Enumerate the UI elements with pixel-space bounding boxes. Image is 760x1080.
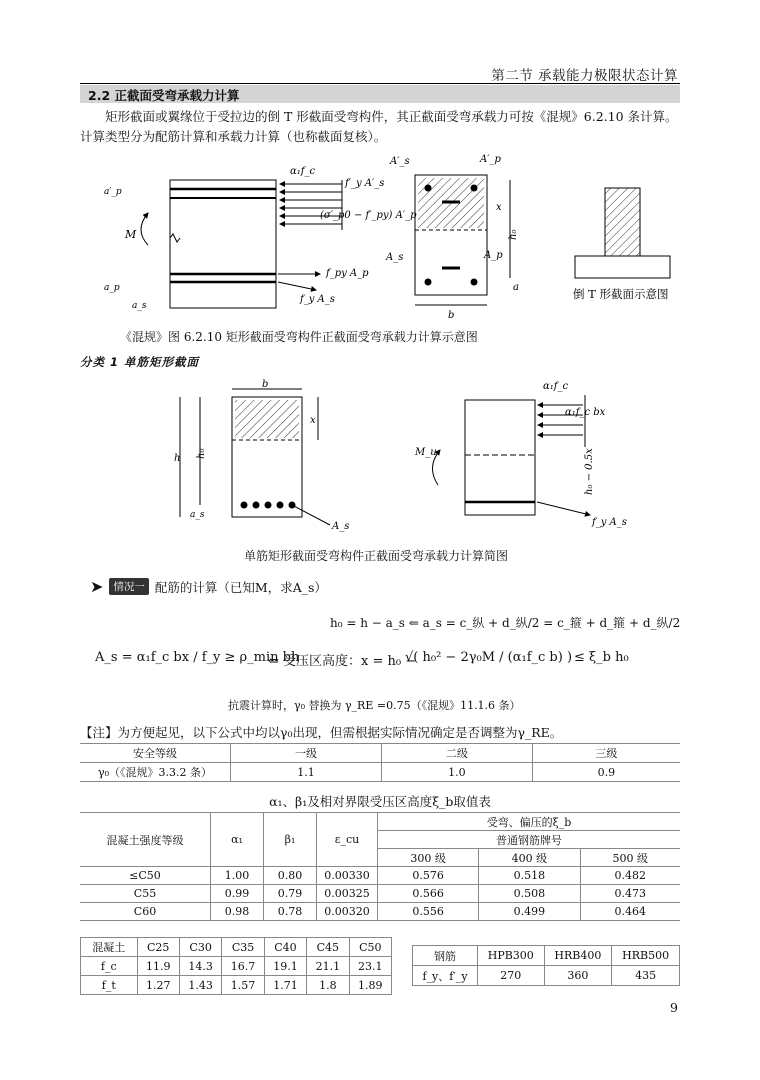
table-cell: C45 [307, 938, 349, 957]
label-b: b [448, 310, 455, 321]
table-cell: C60 [80, 903, 211, 921]
table-cell: 16.7 [222, 957, 264, 976]
table-cell: 435 [612, 966, 680, 986]
label-a1fc2: α₁f_c [543, 381, 569, 392]
method-text: 配筋的计算（已知M，求A_s） [154, 579, 327, 595]
note-text: 【注】为方便起见，以下公式中均以γ₀出现，但需根据实际情况确定是否调整为γ_RE。 [80, 725, 563, 740]
table-cell: HRB400 [544, 946, 612, 966]
label-As2: A_s [332, 521, 350, 532]
table-cell: 1.1 [231, 763, 382, 782]
table-row [81, 957, 392, 976]
label-as2: a_s [190, 510, 205, 520]
table-row [413, 966, 680, 986]
single-elevation [465, 400, 535, 515]
table-cell: 0.508 [479, 885, 580, 903]
table-cell: 19.1 [264, 957, 306, 976]
table-cell: 0.00330 [317, 867, 378, 885]
label-a: a [513, 282, 519, 293]
label-h0: h₀ [508, 229, 519, 240]
table-cell: 1.43 [179, 976, 221, 995]
intro-paragraph: 矩形截面或翼缘位于受拉边的倒 T 形截面受弯构件，其正截面受弯承载力可按《混规》6.2.10 条计算。计算类型分为配筋计算和承载力计算（也称截面复核）。 [80, 109, 678, 144]
label-x: x [496, 202, 502, 213]
alpha-table [80, 812, 680, 921]
label-Ap: A_p [484, 250, 503, 261]
table-cell: 270 [478, 966, 544, 986]
table-cell: 0.79 [264, 885, 317, 903]
table-cell: 二级 [381, 744, 532, 763]
equation-mid: ⇐ 受压区高度：x = h₀ − [268, 654, 417, 669]
label-M: M [125, 228, 137, 241]
table-row [80, 744, 680, 763]
t-flange [575, 256, 670, 278]
table-cell: f_y、f′_y [413, 966, 478, 986]
label-as: a_s [132, 301, 147, 311]
header-rule [80, 83, 680, 84]
single-tension-arrow [537, 502, 590, 515]
table-cell: C55 [80, 885, 211, 903]
table-cell: γ₀（《混规》3.3.2 条） [80, 763, 231, 782]
table-cell: 1.0 [381, 763, 532, 782]
label-x2: x [310, 415, 316, 426]
table-cell: 混凝土强度等级 [80, 813, 211, 867]
table-cell: C35 [222, 938, 264, 957]
table-row [80, 885, 680, 903]
figure-2-diagram [160, 375, 630, 545]
table-cell: 1.27 [137, 976, 179, 995]
table-cell: 300 级 [378, 849, 479, 867]
label-fpyAp: f_py A_p [326, 268, 369, 279]
table-cell: f_t [81, 976, 138, 995]
safety-table [80, 743, 680, 782]
label-Ap-top: A′_p [480, 154, 501, 165]
table-cell: 钢筋 [413, 946, 478, 966]
label-fyAs2: f_y A_s [592, 517, 627, 528]
table-cell: 360 [544, 966, 612, 986]
label-As-top: A′_s [390, 156, 410, 167]
method-badge: 情况一 [109, 578, 149, 595]
table-cell: 23.1 [349, 957, 391, 976]
table-cell: f_c [81, 957, 138, 976]
rebar-top-right [471, 185, 478, 192]
table-row [80, 903, 680, 921]
table-cell: 0.576 [378, 867, 479, 885]
label-h0-05x: h₀ − 0.5x [584, 448, 595, 495]
table-cell: 400 级 [479, 849, 580, 867]
table-cell: 1.71 [264, 976, 306, 995]
t-web [605, 188, 640, 256]
table-cell: 0.518 [479, 867, 580, 885]
table-row [81, 976, 392, 995]
table-cell: 0.00320 [317, 903, 378, 921]
table-cell: ε_cu [317, 813, 378, 867]
As-leader [292, 505, 330, 525]
table-cell: 安全等级 [80, 744, 231, 763]
table-cell: C30 [179, 938, 221, 957]
table-cell: 1.8 [307, 976, 349, 995]
rebar-bottom-right [471, 279, 478, 286]
beam-elevation [170, 180, 276, 308]
rebar-bottom-left [425, 279, 432, 286]
figure-2-caption: 单筋矩形截面受弯构件正截面受弯承载力计算简图 [244, 549, 509, 563]
table-cell: 1.00 [211, 867, 264, 885]
rebar-force-arrow [278, 282, 316, 290]
table-row [80, 763, 680, 782]
alpha-table-title: α₁、β₁及相对界限受压区高度ξ_b取值表 [269, 794, 491, 809]
table-row [413, 946, 680, 966]
table-cell: C25 [137, 938, 179, 957]
table-cell: 0.00325 [317, 885, 378, 903]
label-fyAs: f_y A_s [300, 294, 335, 305]
rebar-top-left [425, 185, 432, 192]
table-cell: α₁ [211, 813, 264, 867]
seismic-note: 抗震计算时，γ₀ 替换为 γ_RE =0.75（《混规》11.1.6 条） [228, 699, 521, 712]
equation-sqrt: √( h₀² − 2γ₀M / (α₁f_c b) ) [405, 650, 573, 665]
section-title: 2.2 正截面受弯承载力计算 [88, 88, 240, 103]
table-cell: 0.98 [211, 903, 264, 921]
table-cell: 0.80 [264, 867, 317, 885]
table-cell: 0.473 [580, 885, 680, 903]
running-header: 第二节 承载能力极限状态计算 [491, 68, 678, 84]
steel-table [412, 945, 680, 986]
page-number: 9 [670, 1000, 678, 1015]
figure-1-caption: 《混规》图 6.2.10 矩形截面受弯构件正截面受弯承载力计算示意图 [120, 330, 478, 344]
table-cell: HPB300 [478, 946, 544, 966]
equation-As: A_s = α₁f_c bx / f_y ≥ ρ_min bh [95, 650, 300, 665]
concrete-table [80, 937, 392, 995]
method-heading [90, 577, 327, 596]
table-cell: 普通钢筋牌号 [378, 831, 681, 849]
table-cell: ≤C50 [80, 867, 211, 885]
table-cell: C50 [349, 938, 391, 957]
label-As: A_s [386, 252, 404, 263]
table-cell: 一级 [231, 744, 382, 763]
label-fyAs-top: f′_y A′_s [345, 178, 385, 189]
table-cell: 0.99 [211, 885, 264, 903]
label-b2: b [262, 379, 269, 390]
table-cell: 0.556 [378, 903, 479, 921]
rebar-row [241, 502, 296, 509]
table-cell: 混凝土 [81, 938, 138, 957]
table-cell: 0.78 [264, 903, 317, 921]
equation-end: ≤ ξ_b h₀ [574, 650, 629, 665]
label-ap: a_p [104, 283, 120, 293]
single-compression-zone [235, 400, 299, 438]
table-cell: 0.464 [580, 903, 680, 921]
label-ap-top: a′_p [104, 187, 122, 197]
table-row [81, 938, 392, 957]
break-symbol [170, 234, 180, 242]
table-cell: β₁ [264, 813, 317, 867]
figure-1-diagram [80, 150, 680, 350]
table-cell: C40 [264, 938, 306, 957]
table-cell: 1.89 [349, 976, 391, 995]
label-sigma: (σ′_p0 − f′_py) A′_p [320, 210, 417, 221]
table-cell: 0.499 [479, 903, 580, 921]
table-cell: 11.9 [137, 957, 179, 976]
equation-h0: h₀ = h − a_s ⇐ a_s = c_纵 + d_纵/2 = c_箍 + d_箍 + d_纵/2 [330, 616, 681, 630]
table-cell: 500 级 [580, 849, 680, 867]
table-cell: 0.482 [580, 867, 680, 885]
label-a1fcbx: α₁f_c bx [565, 407, 606, 418]
label-h: h [174, 453, 181, 464]
table-cell: 1.57 [222, 976, 264, 995]
table-cell: 14.3 [179, 957, 221, 976]
moment-arrow [141, 213, 148, 245]
t-section-caption: 倒 T 形截面示意图 [573, 287, 669, 301]
label-h0-2: h₀ [196, 448, 207, 459]
label-a1fc: α₁f_c [290, 166, 316, 177]
table-cell: HRB500 [612, 946, 680, 966]
label-Mu: M_u [415, 447, 437, 458]
table-cell: 受弯、偏压的ξ_b [378, 813, 681, 831]
table-cell: 三级 [532, 744, 680, 763]
table-row [80, 813, 680, 831]
table-cell: 21.1 [307, 957, 349, 976]
category-label: 分类 1 单筋矩形截面 [80, 355, 200, 369]
table-cell: 0.566 [378, 885, 479, 903]
table-row [80, 867, 680, 885]
play-arrow-icon: ➤ [90, 577, 104, 596]
table-cell: 0.9 [532, 763, 680, 782]
